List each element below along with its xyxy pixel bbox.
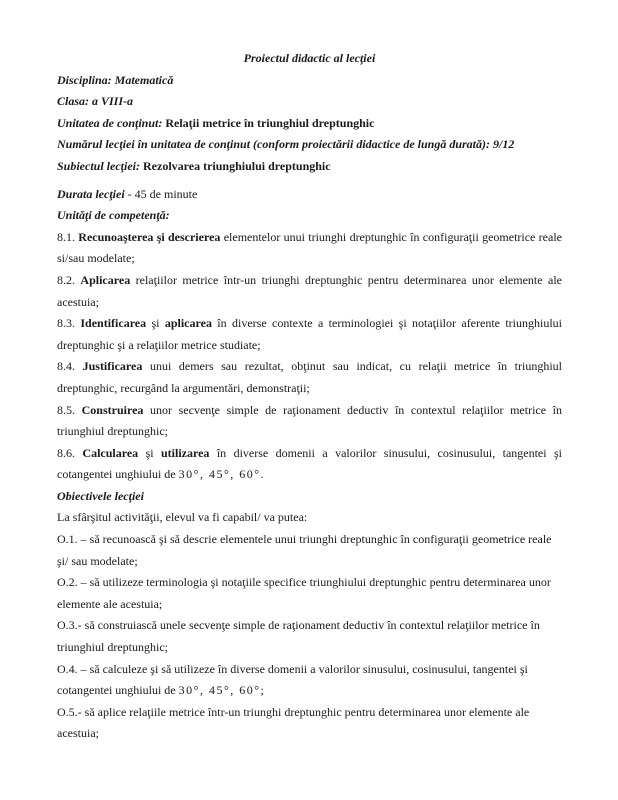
objective-item	[57, 659, 562, 702]
objectives-heading-label: Obiectivele lecţiei	[57, 488, 144, 503]
text-segment: 8.2.	[57, 272, 81, 287]
competencies-section	[57, 227, 562, 486]
meta-line	[57, 91, 562, 113]
competency-item	[57, 227, 562, 270]
objective-item	[57, 702, 562, 745]
competency-item	[57, 443, 562, 486]
text-segment: - 45 de minute	[124, 186, 198, 201]
meta-line	[57, 134, 562, 156]
text-segment: în diverse contexte a terminologiei şi notaţiilor aferente triunghiului dreptunghic şi a relaţiilor metrice studiate;	[57, 316, 563, 352]
competency-item	[57, 356, 562, 399]
text-segment: O.2. – să utilizeze terminologia şi notaţiile specifice triunghiului dreptunghic pentru determinarea unor elemente ale acestuia;	[57, 575, 551, 611]
text-segment: Recunoaşterea şi descrierea	[78, 229, 221, 244]
text-segment: Justificarea	[82, 359, 143, 374]
objectives-section	[57, 529, 562, 745]
text-segment: Numărul lecţiei în unitatea de conţinut (conform proiectării didactice de lungă durată): 9/12	[57, 137, 515, 152]
text-segment: elementelor unui triunghi dreptunghic în configuraţii geometrice reale si/sau modelate;	[57, 229, 562, 266]
text-segment: Construirea	[81, 402, 144, 417]
competency-item	[57, 313, 562, 356]
objectives-intro	[57, 507, 562, 529]
meta-line	[57, 184, 562, 206]
meta-line	[57, 70, 562, 92]
text-segment: aplicarea	[164, 316, 212, 331]
text-segment: şi	[146, 316, 165, 331]
meta-section	[57, 70, 562, 206]
text-segment: Calcularea	[82, 445, 139, 460]
text-segment: şi	[138, 445, 161, 460]
text-segment: 8.6.	[57, 445, 83, 460]
text-segment: 8.3.	[57, 316, 81, 331]
text-segment: 30°, 45°, 60°.	[178, 467, 266, 482]
text-segment: O.4. – să calculeze şi să utilizeze în diverse domenii a valorilor sinusului, cosinusului, tangentei şi cotangentei unghiului de	[57, 661, 528, 698]
text-segment: 8.5.	[57, 402, 82, 417]
document-title: Proiectul didactic al lecţiei	[243, 51, 376, 65]
text-segment: 8.4.	[57, 359, 83, 374]
objectives-heading	[57, 486, 562, 508]
text-segment: Unitatea de conţinut:	[57, 115, 166, 130]
objective-item	[57, 572, 562, 615]
text-segment: Aplicarea	[80, 272, 131, 287]
text-segment: O.1. – să recunoască şi să descrie elementele unui triunghi dreptunghic în configuraţii geometrice reale şi/ sau modelate;	[57, 532, 552, 568]
competency-item	[57, 270, 562, 313]
text-segment: Identificarea	[80, 316, 147, 331]
objective-item	[57, 615, 562, 658]
text-segment: Durata lecţiei	[57, 186, 125, 201]
text-segment: Rezolvarea triunghiului dreptunghic	[143, 158, 331, 173]
text-segment: Relaţii metrice în triunghiul dreptunghic	[165, 115, 375, 130]
text-segment: Subiectul lecţiei:	[57, 158, 143, 173]
text-segment: O.3.- să construiască unele secvenţe simple de raţionament deductiv în contextul relaţiilor metrice în triunghiul dreptunghic;	[57, 618, 540, 655]
objectives-intro-text: La sfârşitul activităţii, elevul va fi capabil/ va putea:	[57, 510, 308, 525]
text-segment: unor secvenţe simple de raţionament deductiv în contextul relaţiilor metrice în triunghiul dreptunghic;	[57, 402, 563, 439]
text-segment: Clasa: a VIII-a	[57, 94, 134, 109]
meta-line	[57, 156, 562, 178]
competencies-heading-label: Unităţi de competenţă:	[57, 208, 170, 223]
text-segment: Disciplina: Matematică	[57, 72, 174, 87]
competency-item	[57, 400, 562, 443]
competencies-heading	[57, 205, 562, 227]
objective-item	[57, 529, 562, 572]
text-segment: 30°, 45°, 60°;	[178, 683, 266, 698]
text-segment: în diverse domenii a valorilor sinusului, cosinusului, tangentei şi cotangentei unghiului de	[57, 445, 562, 482]
text-segment: 8.1.	[57, 229, 79, 244]
text-segment: utilizarea	[161, 445, 210, 460]
text-segment: relaţiilor metrice într-un triunghi dreptunghic pentru determinarea unor elemente ale acestuia;	[57, 272, 562, 309]
text-segment: O.5.- să aplice relaţiile metrice într-un triunghi dreptunghic pentru determinarea unor elemente ale acestuia;	[57, 704, 530, 741]
text-segment: unui demers sau rezultat, obţinut sau indicat, cu relaţii metrice în triunghiul dreptunghic, recurgând la argumentări, demonstraţii;	[57, 359, 562, 395]
meta-line	[57, 113, 562, 135]
